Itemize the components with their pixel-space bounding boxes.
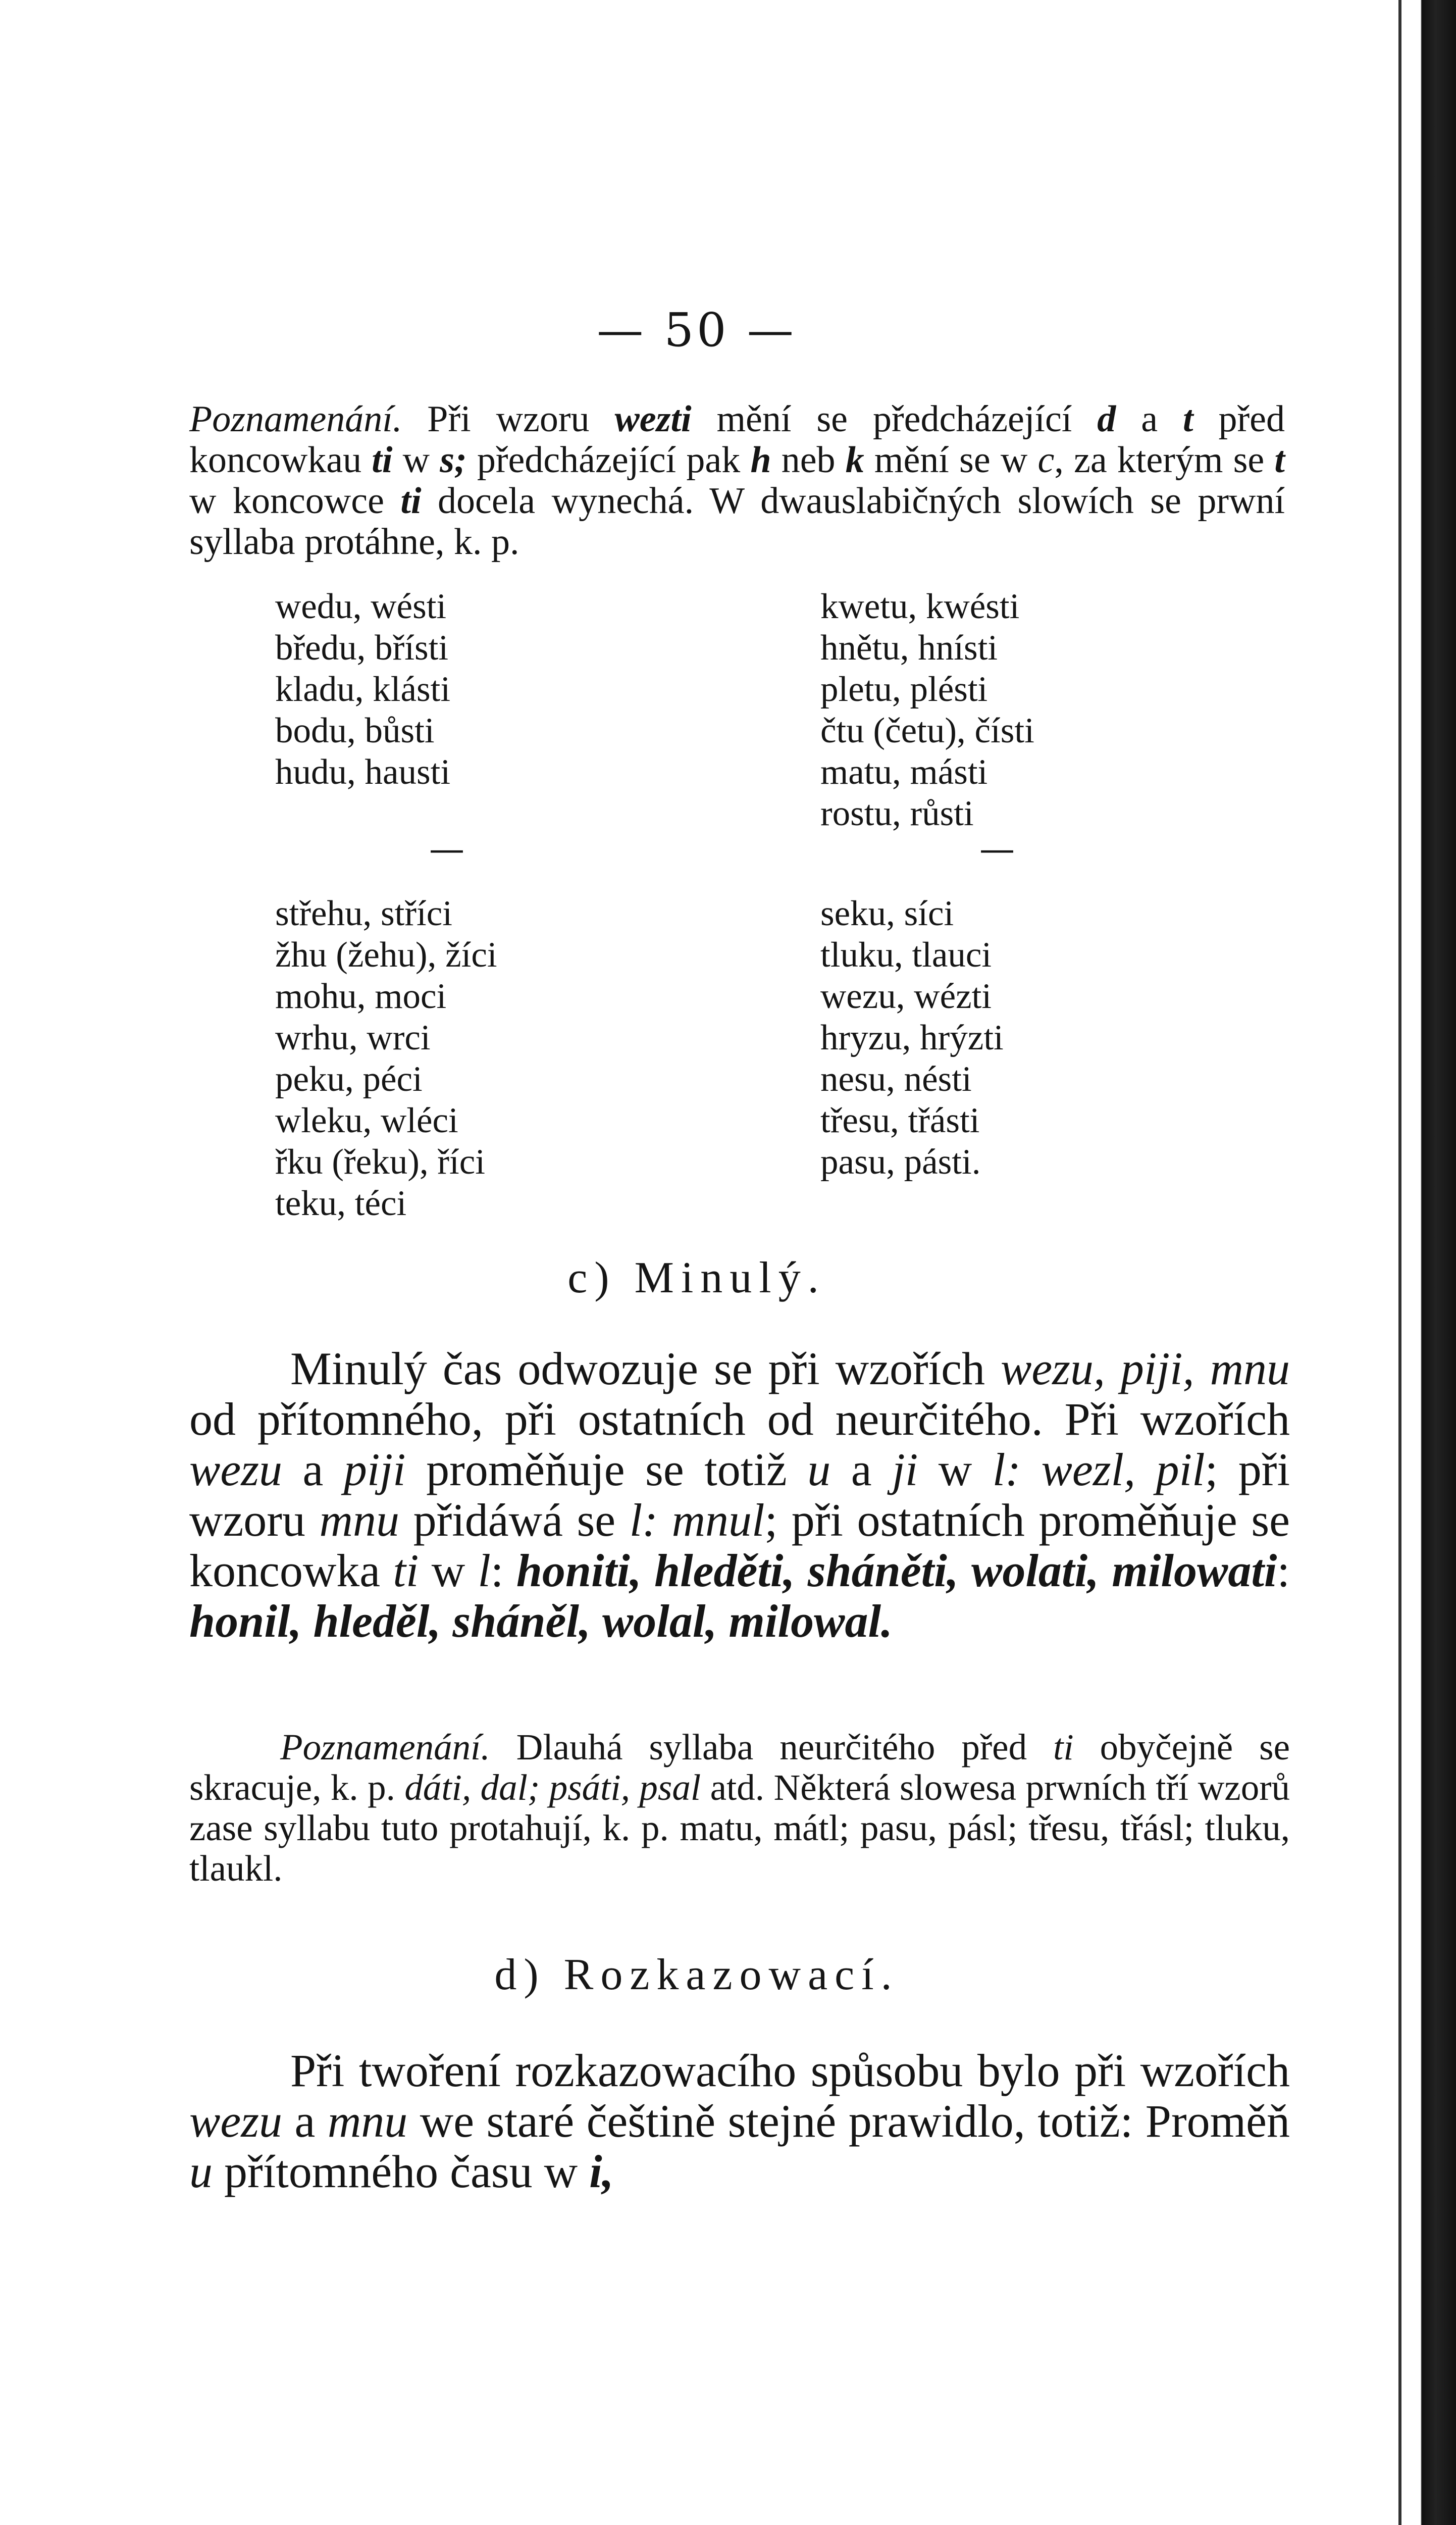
list-item: čtu (četu), čísti xyxy=(820,711,1034,750)
list-item: bodu, bůsti xyxy=(275,711,435,750)
note-paragraph-1: Poznamenání. Při wzoru wezti mění se předcházející d a t před koncowkau ti w s; předcházející pak h neb k mění se w c, za kterým se t w koncowce ti docela wynechá. W dwauslabičných slowích se prwní syllaba protáhne, k. p. xyxy=(189,398,1285,563)
book-edge-shadow xyxy=(1416,0,1456,2525)
page-edge xyxy=(1398,0,1401,2525)
separator-dash-right: — xyxy=(979,828,1015,870)
section-heading-d: d) Rozkazowací. xyxy=(494,1950,899,1999)
section-d-paragraph: Při twoření rozkazowacího spůsobu bylo při wzořích wezu a mnu we staré češtině stejné prawidlo, totiž: Proměň u přítomného času w i, xyxy=(189,2045,1290,2197)
list-item: bředu, břísti xyxy=(275,628,449,668)
list-item: wrhu, wrci xyxy=(275,1018,431,1057)
list-item: střehu, stříci xyxy=(275,894,452,933)
word-list-1-left xyxy=(275,586,450,793)
note-paragraph-2: Poznamenání. Dlauhá syllaba neurčitého před ti obyčejně se skracuje, k. p. dáti, dal; psáti, psal atd. Některá slowesa prwních tří wzorů zase syllabu tuto protahují, k. p. matu, mátl; pasu, pásl; třesu, třásl; tluku, tlaukl. xyxy=(189,1727,1290,1889)
list-item: nesu, nésti xyxy=(820,1059,972,1099)
separator-dash-left: — xyxy=(429,828,464,870)
list-item: seku, síci xyxy=(820,894,954,933)
list-item: mohu, moci xyxy=(275,977,447,1016)
word-list-1-right xyxy=(820,586,1034,834)
word-list-2-right xyxy=(820,893,1004,1183)
list-item: tluku, tlauci xyxy=(820,935,992,975)
list-item: pasu, pásti. xyxy=(820,1142,981,1182)
list-item: wezu, wézti xyxy=(820,977,992,1016)
list-item: hnětu, hnísti xyxy=(820,628,998,668)
list-item: řku (řeku), říci xyxy=(275,1142,485,1182)
list-item: wleku, wléci xyxy=(275,1101,458,1140)
list-item: pletu, plésti xyxy=(820,670,988,709)
list-item: wedu, wésti xyxy=(275,587,447,626)
section-heading-c: c) Minulý. xyxy=(567,1253,826,1302)
list-item: matu, másti xyxy=(820,752,988,792)
page-number: — 50 — xyxy=(597,303,797,357)
list-item: hryzu, hrýzti xyxy=(820,1018,1004,1057)
list-item: teku, téci xyxy=(275,1184,407,1223)
list-item: třesu, třásti xyxy=(820,1101,980,1140)
list-item: kwetu, kwésti xyxy=(820,587,1020,626)
list-item: hudu, hausti xyxy=(275,752,451,792)
list-item: kladu, klásti xyxy=(275,670,451,709)
list-item: rostu, růsti xyxy=(820,794,974,833)
word-list-2-left xyxy=(275,893,497,1224)
list-item: peku, péci xyxy=(275,1059,423,1099)
list-item: žhu (žehu), žíci xyxy=(275,935,497,975)
section-c-paragraph: Minulý čas odwozuje se při wzořích wezu, piji, mnu od přítomného, při ostatních od neurčitého. Při wzořích wezu a piji proměňuje se totiž u a ji w l: wezl, pil; při wzoru mnu přidáwá se l: mnul; při ostatních proměňuje se koncowka ti w l: honiti, hleděti, sháněti, wolati, milowati: honil, hleděl, sháněl, wolal, milowal. xyxy=(189,1343,1290,1647)
